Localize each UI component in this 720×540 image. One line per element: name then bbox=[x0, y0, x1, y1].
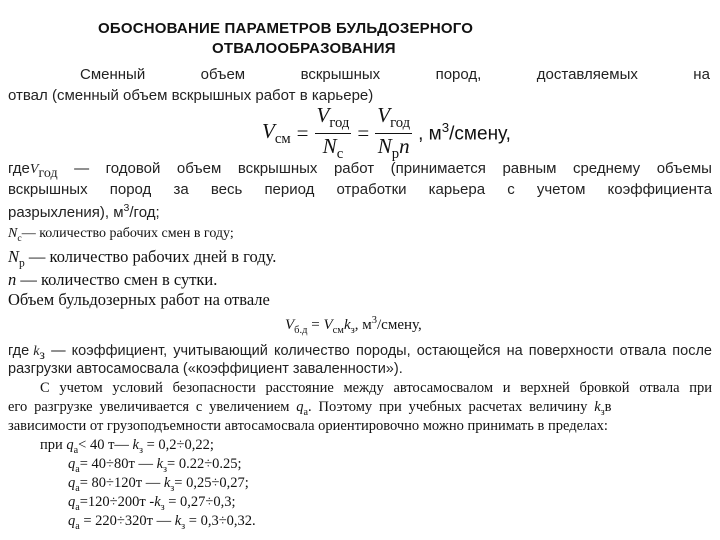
formula-shift-volume bbox=[262, 104, 511, 162]
range-line-1: при $q_а< 40$ т— $k_з = 0,2\div 0,22$; bbox=[40, 437, 214, 456]
intro-word: объем bbox=[200, 66, 246, 83]
formula-fraction-2: $\frac{V_{год}}{N_pn}$ bbox=[377, 103, 411, 162]
intro-word: на bbox=[693, 66, 710, 83]
intro-word: пород, bbox=[435, 66, 482, 83]
safety-line-2: его разгрузке увеличивается с увеличением $q_а$. Поэтому при учебных расчетах величину $k_зв$ bbox=[8, 399, 612, 418]
formula-lhs: $V_{см}$ bbox=[262, 118, 291, 147]
def-np: $N_p$ — количество рабочих дней в году. bbox=[8, 247, 277, 270]
range-line-4: $q_а=120\div 200т$ $-k_з = 0,27\div 0,3$; bbox=[68, 494, 236, 513]
intro-line-1 bbox=[80, 66, 710, 83]
def-k-line-1: где $k_з$ — коэффициент, учитывающий количество породы, остающейся на поверхности отвала после bbox=[8, 343, 712, 363]
intro-word: доставляемых bbox=[536, 66, 638, 83]
formula-equals: = bbox=[296, 120, 309, 145]
formula-bulldozer-volume: $V_{б.д} = V_{см}k_з$, $м^3$/смену, bbox=[285, 315, 422, 336]
formula-fraction-1: $\frac{V_{год}}{N_c}$ bbox=[316, 103, 350, 162]
formula-equals: = bbox=[357, 120, 370, 145]
def-k-line-2: разгрузки автосамосвала («коэффициент заваленности»). bbox=[8, 361, 403, 377]
intro-word: вскрышных bbox=[300, 66, 381, 83]
range-line-5: $q_а = 220\div 320т$ — $k_з = 0,3\div 0,32$. bbox=[68, 513, 256, 532]
safety-line-1: С учетом условий безопасности расстояние между автосамосвалом и верхней бровкой отвала при bbox=[40, 380, 712, 396]
def-n: n — количество смен в сутки. bbox=[8, 270, 218, 289]
def-vgod-line-2: вскрышных пород за весь период отработки карьера с учетом коэффициента bbox=[8, 181, 712, 198]
title-line-1: ОБОСНОВАНИЕ ПАРАМЕТРОВ БУЛЬДОЗЕРНОГО bbox=[98, 20, 474, 37]
intro-word: Сменный bbox=[80, 66, 146, 83]
bulldozer-heading: Объем бульдозерных работ на отвале bbox=[8, 290, 270, 309]
title-line-2: ОТВАЛООБРАЗОВАНИЯ bbox=[212, 40, 396, 57]
intro-line-2: отвал (сменный объем вскрышных работ в карьере) bbox=[8, 87, 374, 104]
safety-line-3: зависимости от грузоподъемности автосамосвала ориентировочно можно принимать в пределах: bbox=[8, 418, 608, 434]
def-vgod-line-1: гдеV$_{год}$ — годовой объем вскрышных работ (принимается равным среднему объемы bbox=[8, 160, 712, 181]
range-line-2: $q_а= 40\div 80т$ — $k_з= 0.22\div 0.25$; bbox=[68, 456, 242, 475]
range-line-3: $q_а= 80\div 120т$ — $k_з= 0,25\div 0,27$; bbox=[68, 475, 249, 494]
def-nc: $N_c—$ количество рабочих смен в году; bbox=[8, 226, 234, 244]
formula-unit: , $м^3$/смену, bbox=[418, 120, 511, 145]
def-vgod-line-3: разрыхления), $м^3$/год; bbox=[8, 202, 160, 221]
